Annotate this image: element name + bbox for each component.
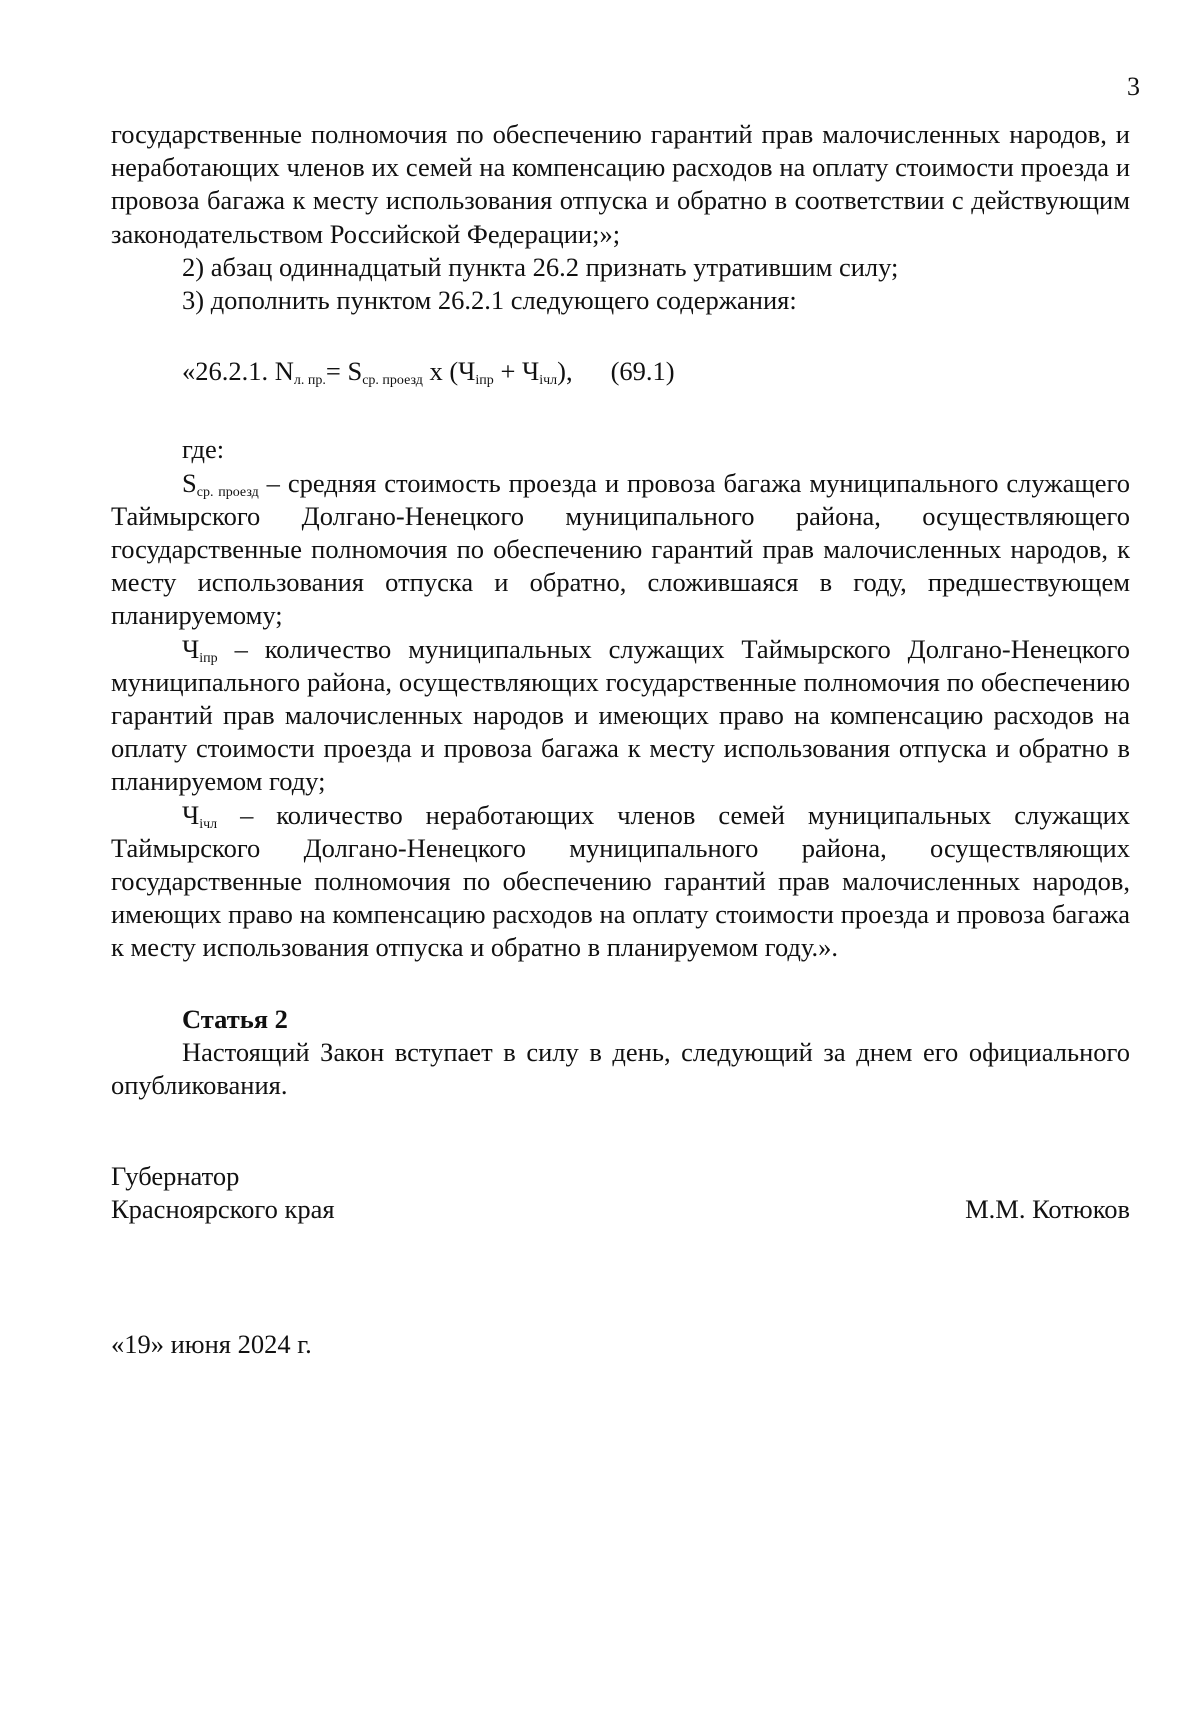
formula-equals: = S — [325, 356, 363, 387]
definition-symbol: Ч — [182, 799, 200, 830]
amendment-item-3: 3) дополнить пунктом 26.2.1 следующего содержания: — [182, 285, 797, 316]
formula-s-subscript: ср. проезд — [362, 373, 423, 389]
definition-symbol-subscript: ср. проезд — [196, 484, 259, 500]
formula-n-subscript: л. пр. — [293, 373, 326, 389]
continuation-paragraph: государственные полномочия по обеспечению гарантий прав малочисленных народов, и неработающих членов их семей на компенсацию расходов на оплату стоимости проезда и провоза багажа к месту использования отпуска и обратно в соответствии с действующим законодательством Российской Федерации;»; — [111, 119, 1130, 249]
definition-text: – средняя стоимость проезда и провоза багажа муниципального служащего Таймырского Долгано-Ненецкого муниципального района, осуществляющего государственные полномочия по обеспечению гарантий прав малочисленных народов, к месту использования отпуска и обратно, сложившаяся в году, предшествующем планируемому; — [111, 467, 1130, 631]
definition-symbol: S — [182, 467, 197, 498]
signature-name: М.М. Котюков — [965, 1194, 1130, 1225]
definition-ch-ipr — [111, 633, 1130, 799]
formula-prefix: «26.2.1. N — [182, 356, 294, 387]
signature-position-line2: Красноярского края — [111, 1194, 335, 1225]
definition-text: – количество муниципальных служащих Таймырского Долгано-Ненецкого муниципального района, осуществляющих государственные полномочия по обеспечению гарантий прав малочисленных народов и имеющих право на компенсацию расходов на оплату стоимости проезда и провоза багажа к месту использования отпуска и обратно в планируемом году; — [111, 633, 1130, 797]
article-2-text: Настоящий Закон вступает в силу в день, следующий за днем его официального опубликования. — [111, 1036, 1130, 1101]
formula-close: ), — [557, 356, 573, 387]
formula-mid: x (Ч — [422, 356, 476, 387]
where-label: где: — [182, 434, 225, 465]
signature-position-line1: Губернатор — [111, 1161, 240, 1191]
formula-ch1-subscript: iпр — [475, 373, 494, 389]
definition-symbol: Ч — [182, 633, 200, 664]
formula-number: (69.1) — [610, 356, 675, 387]
definition-ch-ichl — [111, 799, 1130, 965]
formula-plus: + Ч — [493, 356, 540, 387]
definition-symbol-subscript: iчл — [199, 816, 218, 832]
definition-text: – количество неработающих членов семей муниципальных служащих Таймырского Долгано-Ненецкого муниципального района, осуществляющих государственные полномочия по обеспечению гарантий прав малочисленных народов, имеющих право на компенсацию расходов на оплату стоимости проезда и провоза багажа к месту использования отпуска и обратно в планируемом году.». — [111, 799, 1130, 963]
amendment-item-2: 2) абзац одиннадцатый пункта 26.2 признать утратившим силу; — [182, 251, 899, 282]
article-2-title: Статья 2 — [182, 1003, 288, 1034]
formula-69-1 — [182, 355, 1130, 388]
definition-symbol-subscript: iпр — [199, 650, 218, 666]
page-number: 3 — [1127, 72, 1140, 101]
definition-s-avg — [111, 467, 1130, 633]
document-date: «19» июня 2024 г. — [111, 1329, 312, 1359]
formula-ch2-subscript: iчл — [539, 373, 558, 389]
document-body — [111, 118, 1130, 1102]
signature-block — [111, 1160, 1130, 1226]
